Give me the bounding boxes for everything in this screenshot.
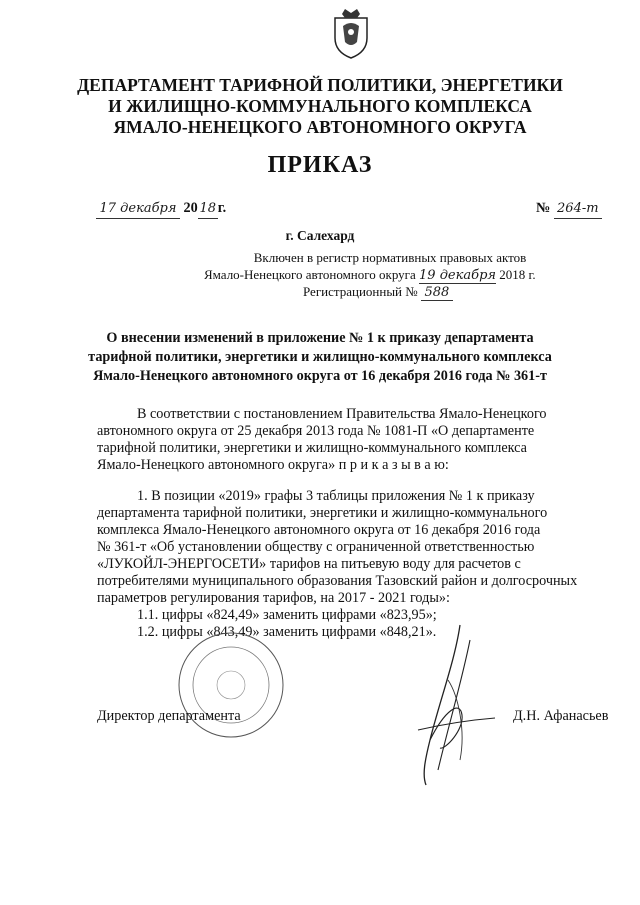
handwritten-signature (400, 620, 510, 790)
subject-line-2: тарифной политики, энергетики и жилищно-коммунального комплекса (88, 349, 552, 365)
signatory-name: Д.Н. Афанасьев (513, 708, 609, 724)
item1-line-2: департамента тарифной политики, энергетики и жилищно-коммунального (97, 505, 548, 521)
subject-line-1: О внесении изменений в приложение № 1 к приказу департамента (106, 330, 534, 346)
city: г. Салехард (285, 228, 355, 243)
registry-line-2: Ямало-Ненецкого автономного округа 19 декабря 2018 г. (204, 267, 536, 283)
item1-line-3: комплекса Ямало-Ненецкого автономного округа от 16 декабря 2016 года (97, 522, 541, 538)
item1-subitem-2: 1.2. цифры «843,49» заменить цифрами «848,21». (137, 624, 437, 640)
preamble-line-3: тарифной политики, энергетики и жилищно-коммунального комплекса (97, 440, 527, 456)
registry-line-1: Включен в регистр нормативных правовых актов (253, 250, 527, 265)
order-number-value: 264-т (554, 200, 602, 219)
item1-line-6: потребителями муниципального образования Тазовский район и долгосрочных (97, 573, 578, 589)
order-date-day-month: 17 декабря (96, 200, 180, 219)
signatory-position: Директор департамента (97, 708, 241, 724)
org-name-line-2: И ЖИЛИЩНО-КОММУНАЛЬНОГО КОМПЛЕКСА (108, 96, 532, 116)
preamble-line-1: В соответствии с постановлением Правительства Ямало-Ненецкого (137, 406, 547, 422)
preamble-line-4: Ямало-Ненецкого автономного округа» п р и к а з ы в а ю: (97, 457, 449, 473)
subject-line-3: Ямало-Ненецкого автономного округа от 16 декабря 2016 года № 361-т (93, 368, 547, 384)
item1-line-7: параметров регулирования тарифов, на 2017 - 2021 годы»: (97, 590, 450, 606)
item1-line-5: «ЛУКОЙЛ-ЭНЕРГОСЕТИ» тарифов на питьевую воду для расчетов с (97, 556, 521, 572)
item1-line-4: № 361-т «Об установлении обществу с ограниченной ответственностью (97, 539, 535, 555)
document-type: ПРИКАЗ (267, 152, 373, 178)
registry-date: 19 декабря (419, 268, 496, 283)
order-date: 17 декабря 20 18 г. (96, 200, 226, 219)
preamble-line-2: автономного округа от 25 декабря 2013 года № 1081-П «О департаменте (97, 423, 535, 439)
item1-line-1: 1. В позиции «2019» графы 3 таблицы приложения № 1 к приказу (137, 488, 535, 504)
order-number: № 264-т (536, 200, 602, 219)
registry-line-3: Регистрационный № 588 (303, 284, 453, 301)
registry-number: 588 (421, 285, 453, 301)
org-name-line-1: ДЕПАРТАМЕНТ ТАРИФНОЙ ПОЛИТИКИ, ЭНЕРГЕТИКИ (77, 75, 563, 95)
coat-of-arms-emblem (329, 8, 373, 60)
item1-subitem-1: 1.1. цифры «824,49» заменить цифрами «823,95»; (137, 607, 437, 623)
org-name-line-3: ЯМАЛО-НЕНЕЦКОГО АВТОНОМНОГО ОКРУГА (113, 117, 527, 137)
order-date-year: 18 (198, 200, 218, 219)
